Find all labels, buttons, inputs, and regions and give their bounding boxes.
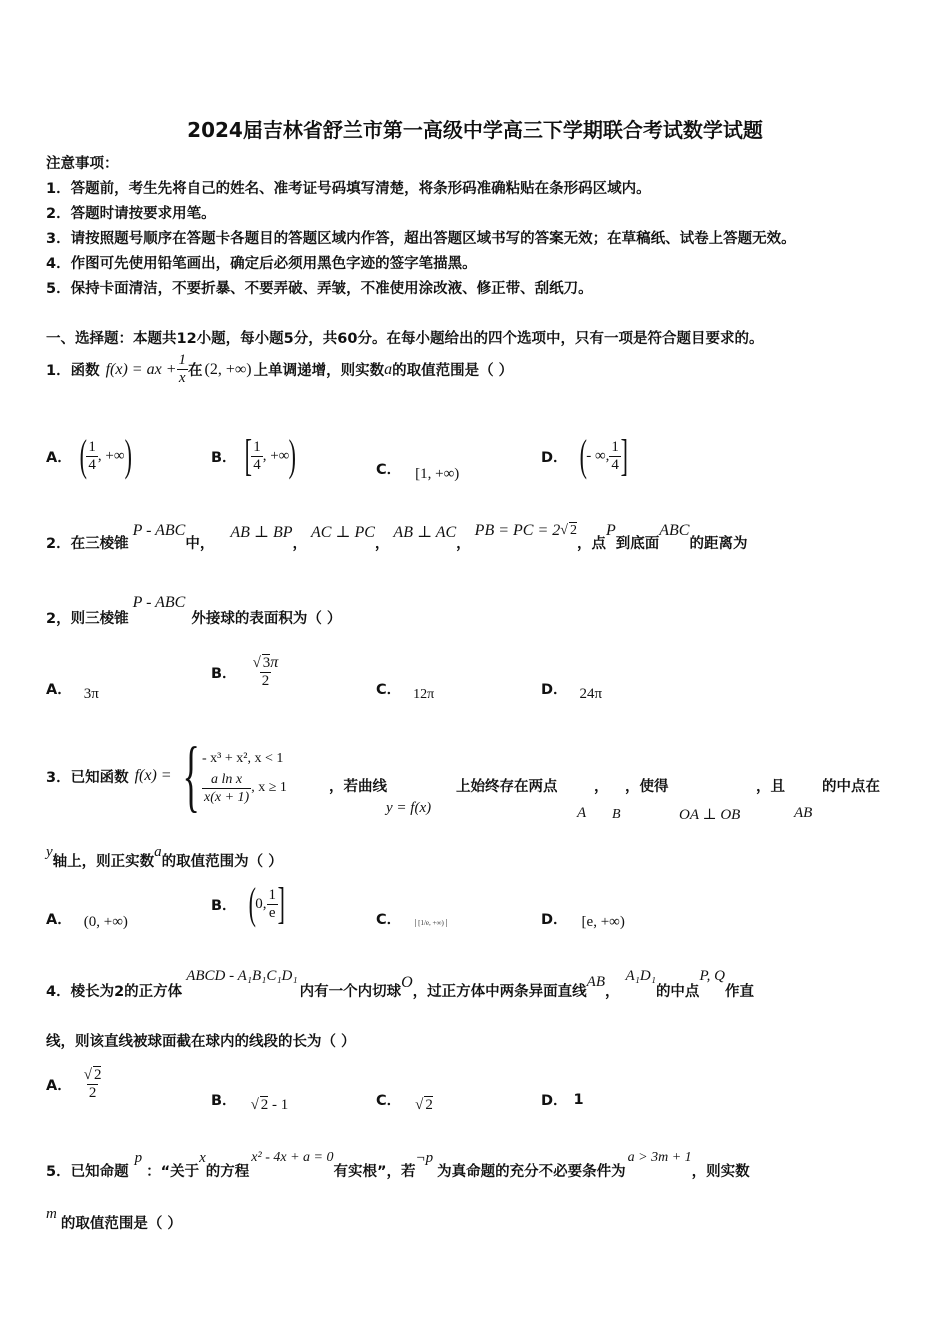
option-label: D． <box>541 449 568 466</box>
q4-stem: 4．棱长为2的正方体 <box>46 984 183 1000</box>
question-5-line2 <box>46 1206 182 1233</box>
q3-case2-cond: , x ≥ 1 <box>251 780 287 795</box>
option-label: C． <box>376 1093 402 1109</box>
option-expr: 12π <box>413 686 435 702</box>
q3-option-b[interactable] <box>211 879 285 928</box>
q2-text: 到底面 <box>615 536 660 552</box>
option-label: B． <box>211 897 237 914</box>
q1-stem: 1．函数 <box>46 363 100 379</box>
q3-text: ，若曲线 <box>329 779 387 795</box>
frac-den: x(x + 1) <box>204 789 250 805</box>
q4-text: 作直 <box>725 984 754 1000</box>
q4-text: 内有一个内切球 <box>299 984 402 1000</box>
q1-option-d[interactable] <box>541 431 628 480</box>
q5-text: 的取值范围是（ ） <box>60 1216 182 1232</box>
q5-condition: a > 3m + 1 <box>627 1150 692 1165</box>
q3-case1: - x³ + x², x < 1 <box>202 750 284 766</box>
q2-base: ABC <box>659 522 690 539</box>
option-label: A． <box>46 1077 72 1094</box>
question-2-line2 <box>46 594 341 628</box>
q5-equation: x² - 4x + a = 0 <box>251 1150 334 1165</box>
expr-head: - ∞, <box>586 447 610 464</box>
q2-cond: AB ⊥ BP <box>230 524 293 541</box>
q4-text: 的中点 <box>655 984 700 1000</box>
option-expr: 24π <box>579 686 603 702</box>
sqrt-arg: 3 <box>262 655 271 671</box>
q3-option-a[interactable] <box>46 908 128 929</box>
frac-num: 1 <box>88 438 96 455</box>
option-expr: ( 0, $\frac{1}{e}$ ] <box>248 879 285 928</box>
q1-fraction <box>177 352 189 387</box>
q2-stem: 2．在三棱锥 <box>46 536 129 552</box>
option-label: A． <box>46 449 72 466</box>
question-4 <box>46 968 754 1001</box>
question-1 <box>46 352 513 387</box>
frac-den: 2 <box>261 673 270 689</box>
expr-tail: , +∞ <box>97 447 125 464</box>
q1-text: 在 <box>188 363 203 379</box>
notice-item: 3．请按照题号顺序在答题卡各题目的答题区域内作答，超出答题区域书写的答案无效；在草稿纸、试卷上答题无效。 <box>46 231 796 247</box>
notice-item: 1．答题前，考生先将自己的姓名、准考证号码填写清楚，将条形码准确粘贴在条形码区域内。 <box>46 181 651 197</box>
q3-text: ，且 <box>756 779 785 795</box>
q3-case2 <box>202 771 287 806</box>
option-label: B． <box>211 449 237 466</box>
q3-text: ，使得 <box>625 779 669 795</box>
q4-line: AB <box>586 974 605 990</box>
q3-segment: AB <box>794 805 813 821</box>
frac-den: 4 <box>611 456 619 473</box>
sqrt-arg: 2 <box>425 1096 433 1113</box>
q2-sqrt: √ 2 <box>560 523 577 538</box>
q4-option-c[interactable] <box>376 1089 433 1113</box>
q1-frac-num: 1 <box>178 352 186 368</box>
q4-line: A₁D₁ <box>625 968 656 984</box>
frac-den: e <box>268 904 276 921</box>
q1-interval: (2, +∞) <box>204 360 252 378</box>
option-label: C． <box>376 682 402 698</box>
q4-option-a[interactable] <box>46 1066 103 1102</box>
q3-point-b: B <box>612 807 621 822</box>
q2-text: 中， <box>185 536 215 552</box>
sqrt-arg: 2 <box>93 1067 102 1083</box>
option-expr: (0, +∞) <box>83 914 128 930</box>
option-expr: 3π <box>83 686 99 702</box>
notice-heading: 注意事项： <box>46 156 119 172</box>
q4-cube: ABCD - A₁B₁C₁D₁ <box>186 968 298 984</box>
q2-cond: PB = PC = 2 <box>474 522 561 539</box>
sqrt-arg: 2 <box>569 523 577 538</box>
option-expr: ( $\frac{1}{4}$ , +∞ ) <box>79 431 132 480</box>
q4-option-b[interactable] <box>211 1089 289 1113</box>
q2-pyramid: P - ABC <box>132 522 186 539</box>
pi: π <box>270 654 279 671</box>
q2-text: 2，则三棱锥 <box>46 611 129 627</box>
q2-pyramid: P - ABC <box>132 594 186 611</box>
expr-tail: , +∞ <box>262 447 290 464</box>
q2-cond: AB ⊥ AC <box>393 524 457 541</box>
frac-den: 4 <box>253 456 261 473</box>
expr-head: 0, <box>255 895 267 912</box>
option-label: B． <box>211 665 237 682</box>
q3-perp: OA ⊥ OB <box>679 807 741 823</box>
q3-text: 上始终存在两点 <box>456 779 558 795</box>
q2-option-d[interactable] <box>541 678 603 702</box>
option-expr: √ 2 <box>415 1096 433 1113</box>
frac-num: 1 <box>268 886 276 903</box>
q2-option-c[interactable] <box>376 678 435 702</box>
option-label: A． <box>46 912 72 928</box>
option-label: A． <box>46 682 72 698</box>
piecewise-cases <box>202 747 287 806</box>
piecewise-brace: { <box>182 732 200 820</box>
option-expr: [1/e, +∞) <box>415 919 447 927</box>
q3-function: f(x) = <box>134 767 172 784</box>
sqrt-arg: 2 <box>260 1096 269 1113</box>
q4-text: ， <box>605 984 620 1000</box>
q2-option-b[interactable] <box>211 654 280 690</box>
option-expr: ( - ∞, $\frac{1}{4}$ ] <box>579 431 628 480</box>
q5-prop: p <box>134 1150 143 1166</box>
section-heading: 一、选择题：本题共12小题，每小题5分，共60分。在每小题给出的四个选项中，只有一项是符合题目要求的。 <box>46 331 764 347</box>
option-label: D． <box>541 912 568 928</box>
q1-option-b[interactable] <box>211 431 297 480</box>
option-expr: $\frac{√ 3\pi}{2}$ <box>252 654 279 689</box>
q5-m: m <box>46 1206 57 1222</box>
expr-tail: - 1 <box>268 1096 289 1113</box>
q5-text: 有实根”，若 <box>333 1164 416 1180</box>
q2-text: 外接球的表面积为（ ） <box>191 611 342 627</box>
notice-item: 4．作图可先使用铅笔画出，确定后必须用黑色字迹的签字笔描黑。 <box>46 256 477 272</box>
q2-comma: ， <box>456 536 471 552</box>
option-label: C． <box>376 912 402 928</box>
q5-text: ，则实数 <box>691 1164 750 1180</box>
q2-text: 的距离为 <box>689 536 748 552</box>
q4-points: P, Q <box>699 968 725 984</box>
question-3-line2 <box>46 844 283 871</box>
q3-text: 的取值范围为（ ） <box>161 854 283 870</box>
q1-text: 的取值范围是（ ） <box>392 363 514 379</box>
frac-num: 1 <box>253 438 261 455</box>
q3-text: 轴上，则正实数 <box>52 854 155 870</box>
q1-text: 上单调递增，则实数 <box>253 363 385 379</box>
option-expr: [1, +∞) <box>415 466 460 482</box>
q4-sphere: O <box>401 974 413 991</box>
q1-var: a <box>384 360 393 378</box>
frac-num: 1 <box>611 438 619 455</box>
q3-stem: 3．已知函数 <box>46 769 129 786</box>
q3-text: 的中点在 <box>822 779 880 795</box>
notice-item: 5．保持卡面清洁，不要折暴、不要弄破、弄皱，不准使用涂改液、修正带、刮纸刀。 <box>46 281 593 297</box>
option-expr: [e, +∞) <box>581 914 625 930</box>
q3-curve: y = f(x) <box>386 800 432 816</box>
option-expr: 1 <box>573 1091 584 1108</box>
q5-stem: 5．已知命题 <box>46 1164 129 1180</box>
option-label: C． <box>376 462 402 478</box>
q1-frac-den: x <box>178 370 186 386</box>
frac-num: a ln x <box>211 771 243 787</box>
q5-text: 的方程 <box>205 1164 250 1180</box>
q2-point: P <box>605 522 616 539</box>
option-label: B． <box>211 1093 237 1109</box>
q2-text: ，点 <box>576 536 606 552</box>
q1-option-a[interactable] <box>46 431 132 480</box>
frac-den: 4 <box>88 456 96 473</box>
option-expr: √ 2 - 1 <box>250 1096 289 1113</box>
q5-x: x <box>199 1150 206 1166</box>
option-label: D． <box>541 1093 568 1109</box>
q1-function: f(x) = ax + <box>105 360 177 378</box>
q4-option-d[interactable] <box>541 1089 584 1110</box>
q1-option-c[interactable] <box>376 458 460 482</box>
question-5 <box>46 1150 750 1181</box>
page-title: 2024届吉林省舒兰市第一高级中学高三下学期联合考试数学试题 <box>187 118 763 142</box>
q3-option-d[interactable] <box>541 908 625 929</box>
question-2 <box>46 522 747 552</box>
option-expr: [ $\frac{1}{4}$ , +∞ ) <box>244 431 297 480</box>
q4-text: 线，则该直线被球面截在球内的线段的长为（ ） <box>46 1034 356 1050</box>
q3-y: y <box>46 844 53 860</box>
option-label: D． <box>541 682 568 698</box>
q5-text: ：“关于 <box>146 1164 200 1180</box>
frac-den: 2 <box>88 1085 97 1101</box>
q2-comma: ， <box>292 536 307 552</box>
q2-cond: AC ⊥ PC <box>310 524 375 541</box>
q3-text: ， <box>594 779 609 795</box>
q4-text: ，过正方体中两条异面直线 <box>412 984 587 1000</box>
notice-item: 2．答题时请按要求用笔。 <box>46 206 216 222</box>
question-3 <box>46 732 287 820</box>
q2-option-a[interactable] <box>46 678 99 702</box>
q3-point-a: A <box>577 805 587 821</box>
q5-negation: ¬p <box>415 1150 434 1166</box>
q5-text: 为真命题的充分不必要条件为 <box>437 1164 626 1180</box>
q3-option-c[interactable] <box>376 908 447 929</box>
option-expr: $\frac{√ 2}{2}$ <box>83 1067 102 1101</box>
q3-var: a <box>154 844 162 860</box>
q2-comma: ， <box>374 536 390 552</box>
